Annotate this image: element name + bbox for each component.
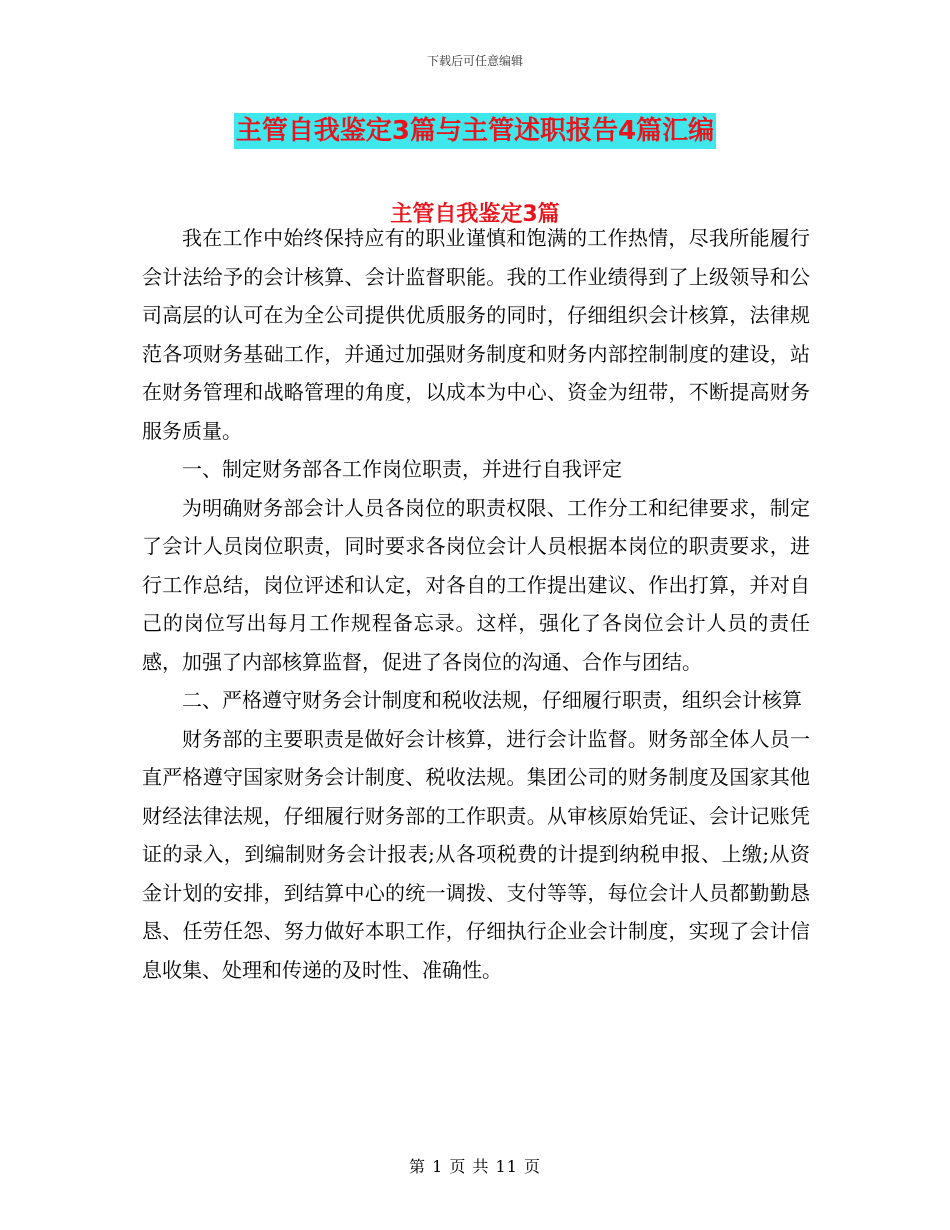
paragraph-body-1: 为明确财务部会计人员各岗位的职责权限、工作分工和纪律要求，制定了会计人员岗位职责，同时要求各岗位会计人员根据本岗位的职责要求，进行工作总结，岗位评述和认定，对各自的工作提出建议、作出打算，并对自己的岗位写出每月工作规程备忘录。这样，强化了各岗位会计人员的责任感，加强了内部核算监督，促进了各岗位的沟通、合作与团结。 xyxy=(142,495,810,674)
page-number-footer: 第 1 页 共 11 页 xyxy=(409,1157,541,1176)
body-text xyxy=(142,219,810,989)
paragraph-intro: 我在工作中始终保持应有的职业谨慎和饱满的工作热情，尽我所能履行会计法给予的会计核算、会计监督职能。我的工作业绩得到了上级领导和公司高层的认可在为全公司提供优质服务的同时，仔细组织会计核算，法律规范各项财务基础工作，并通过加强财务制度和财务内部控制制度的建设，站在财务管理和战略管理的角度，以成本为中心、资金为纽带，不断提高财务服务质量。 xyxy=(142,226,810,443)
paragraph-heading-1: 一、制定财务部各工作岗位职责，并进行自我评定 xyxy=(182,457,622,481)
paragraph-heading-2: 二、严格遵守财务会计制度和税收法规，仔细履行职责，组织会计核算 xyxy=(182,688,802,712)
document-title-container xyxy=(0,113,950,149)
section-title: 主管自我鉴定3篇 xyxy=(390,202,560,227)
document-title: 主管自我鉴定3篇与主管述职报告4篇汇编 xyxy=(234,113,716,149)
paragraph-body-2: 财务部的主要职责是做好会计核算，进行会计监督。财务部全体人员一直严格遵守国家财务会计制度、税收法规。集团公司的财务制度及国家其他财经法律法规，仔细履行财务部的工作职责。从审核原始凭证、会计记账凭证的录入，到编制财务会计报表;从各项税费的计提到纳税申报、上缴;从资金计划的安排，到结算中心的统一调拨、支付等等，每位会计人员都勤勤恳恳、任劳任怨、努力做好本职工作，仔细执行企业会计制度，实现了会计信息收集、处理和传递的及时性、准确性。 xyxy=(142,726,810,982)
header-note: 下载后可任意编辑 xyxy=(426,54,523,68)
